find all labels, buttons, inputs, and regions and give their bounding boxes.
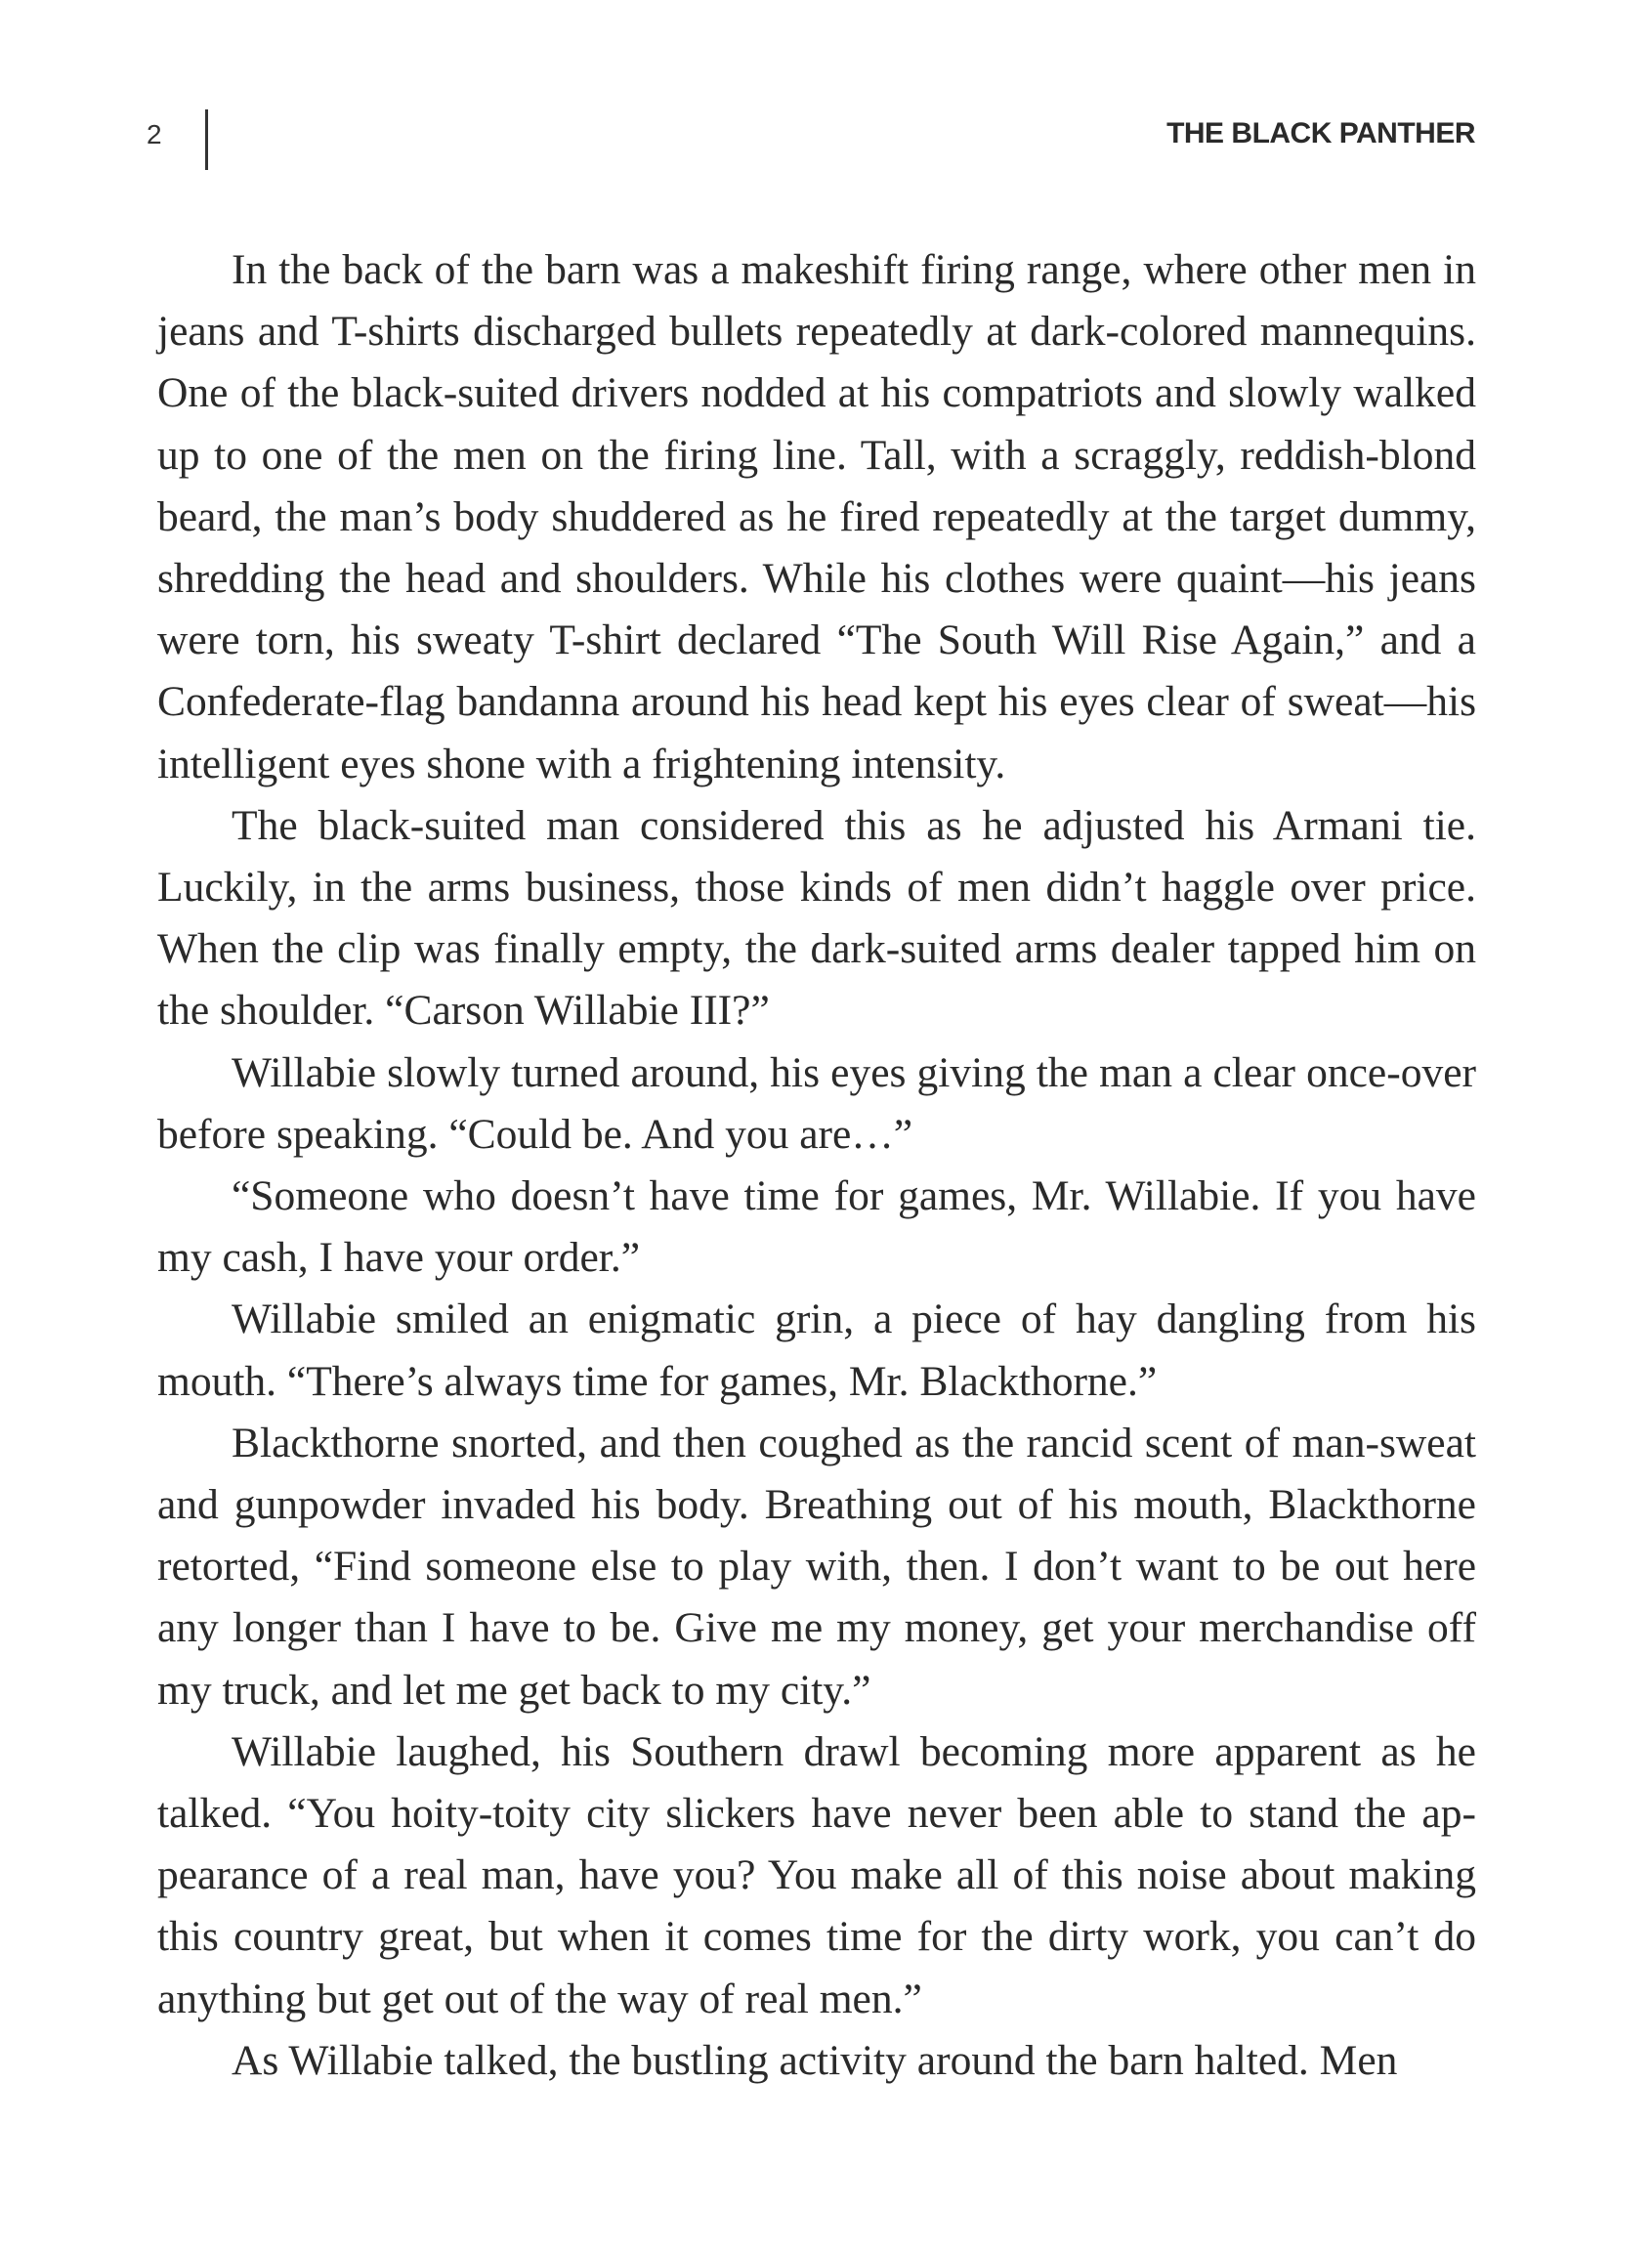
paragraph: Willabie smiled an enigmatic grin, a piece of hay dangling from his mouth. “There’s always time for games, Mr. Blackthorne.” [157, 1295, 1476, 1405]
paragraph: “Someone who doesn’t have time for games, Mr. Willabie. If you have my cash, I have your order.” [157, 1172, 1476, 1282]
paragraph: As Willabie talked, the bustling activity around the barn halted. Men [232, 2036, 1398, 2084]
paragraph: The black-suited man considered this as he adjusted his Armani tie. Luckily, in the arms business, those kinds of men didn’t haggle over price. When the clip was finally empty, the dark-suited arms dealer tapped him on the shoulder. “Carson Willabie III?” [157, 801, 1476, 1035]
page-header [0, 109, 1652, 178]
paragraph: Willabie laughed, his Southern drawl becoming more apparent as he talked. “You hoity-toity city slickers have never been able to stand the appearance of a real man, have you? You make all of this noise about making this country great, but when it comes time for the dirty work, you can’t do anything but get out of the way of real men.” [157, 1727, 1476, 2022]
running-title: THE BLACK PANTHER [1166, 117, 1475, 149]
paragraph: Willabie slowly turned around, his eyes giving the man a clear once-over before speaking. “Could be. And you are…” [157, 1048, 1476, 1158]
paragraph: Blackthorne snorted, and then coughed as the rancid scent of man-sweat and gunpowder invaded his body. Breathing out of his mouth, Blackthorne retorted, “Find someone else to play with, then. I don’t want to be out here any longer than I have to be. Give me my money, get your merchandise off my truck, and let me get back to my city.” [157, 1419, 1476, 1714]
header-divider [205, 109, 208, 170]
body-text [157, 239, 1476, 2092]
paragraph: In the back of the barn was a makeshift firing range, where other men in jeans and T-shirts discharged bullets repeatedly at dark-colored mannequins. One of the black-suited drivers nodded at his compatriots and slowly walked up to one of the men on the firing line. Tall, with a scraggly, reddish-blond beard, the man’s body shuddered as he fired repeatedly at the target dummy, shredding the head and shoulders. While his clothes were quaint—his jeans were torn, his sweaty T-shirt declared “The South Will Rise Again,” and a Confederate-flag bandanna around his head kept his eyes clear of sweat—his intelligent eyes shone with a frightening intensity. [157, 246, 1476, 787]
page-number: 2 [147, 119, 162, 149]
